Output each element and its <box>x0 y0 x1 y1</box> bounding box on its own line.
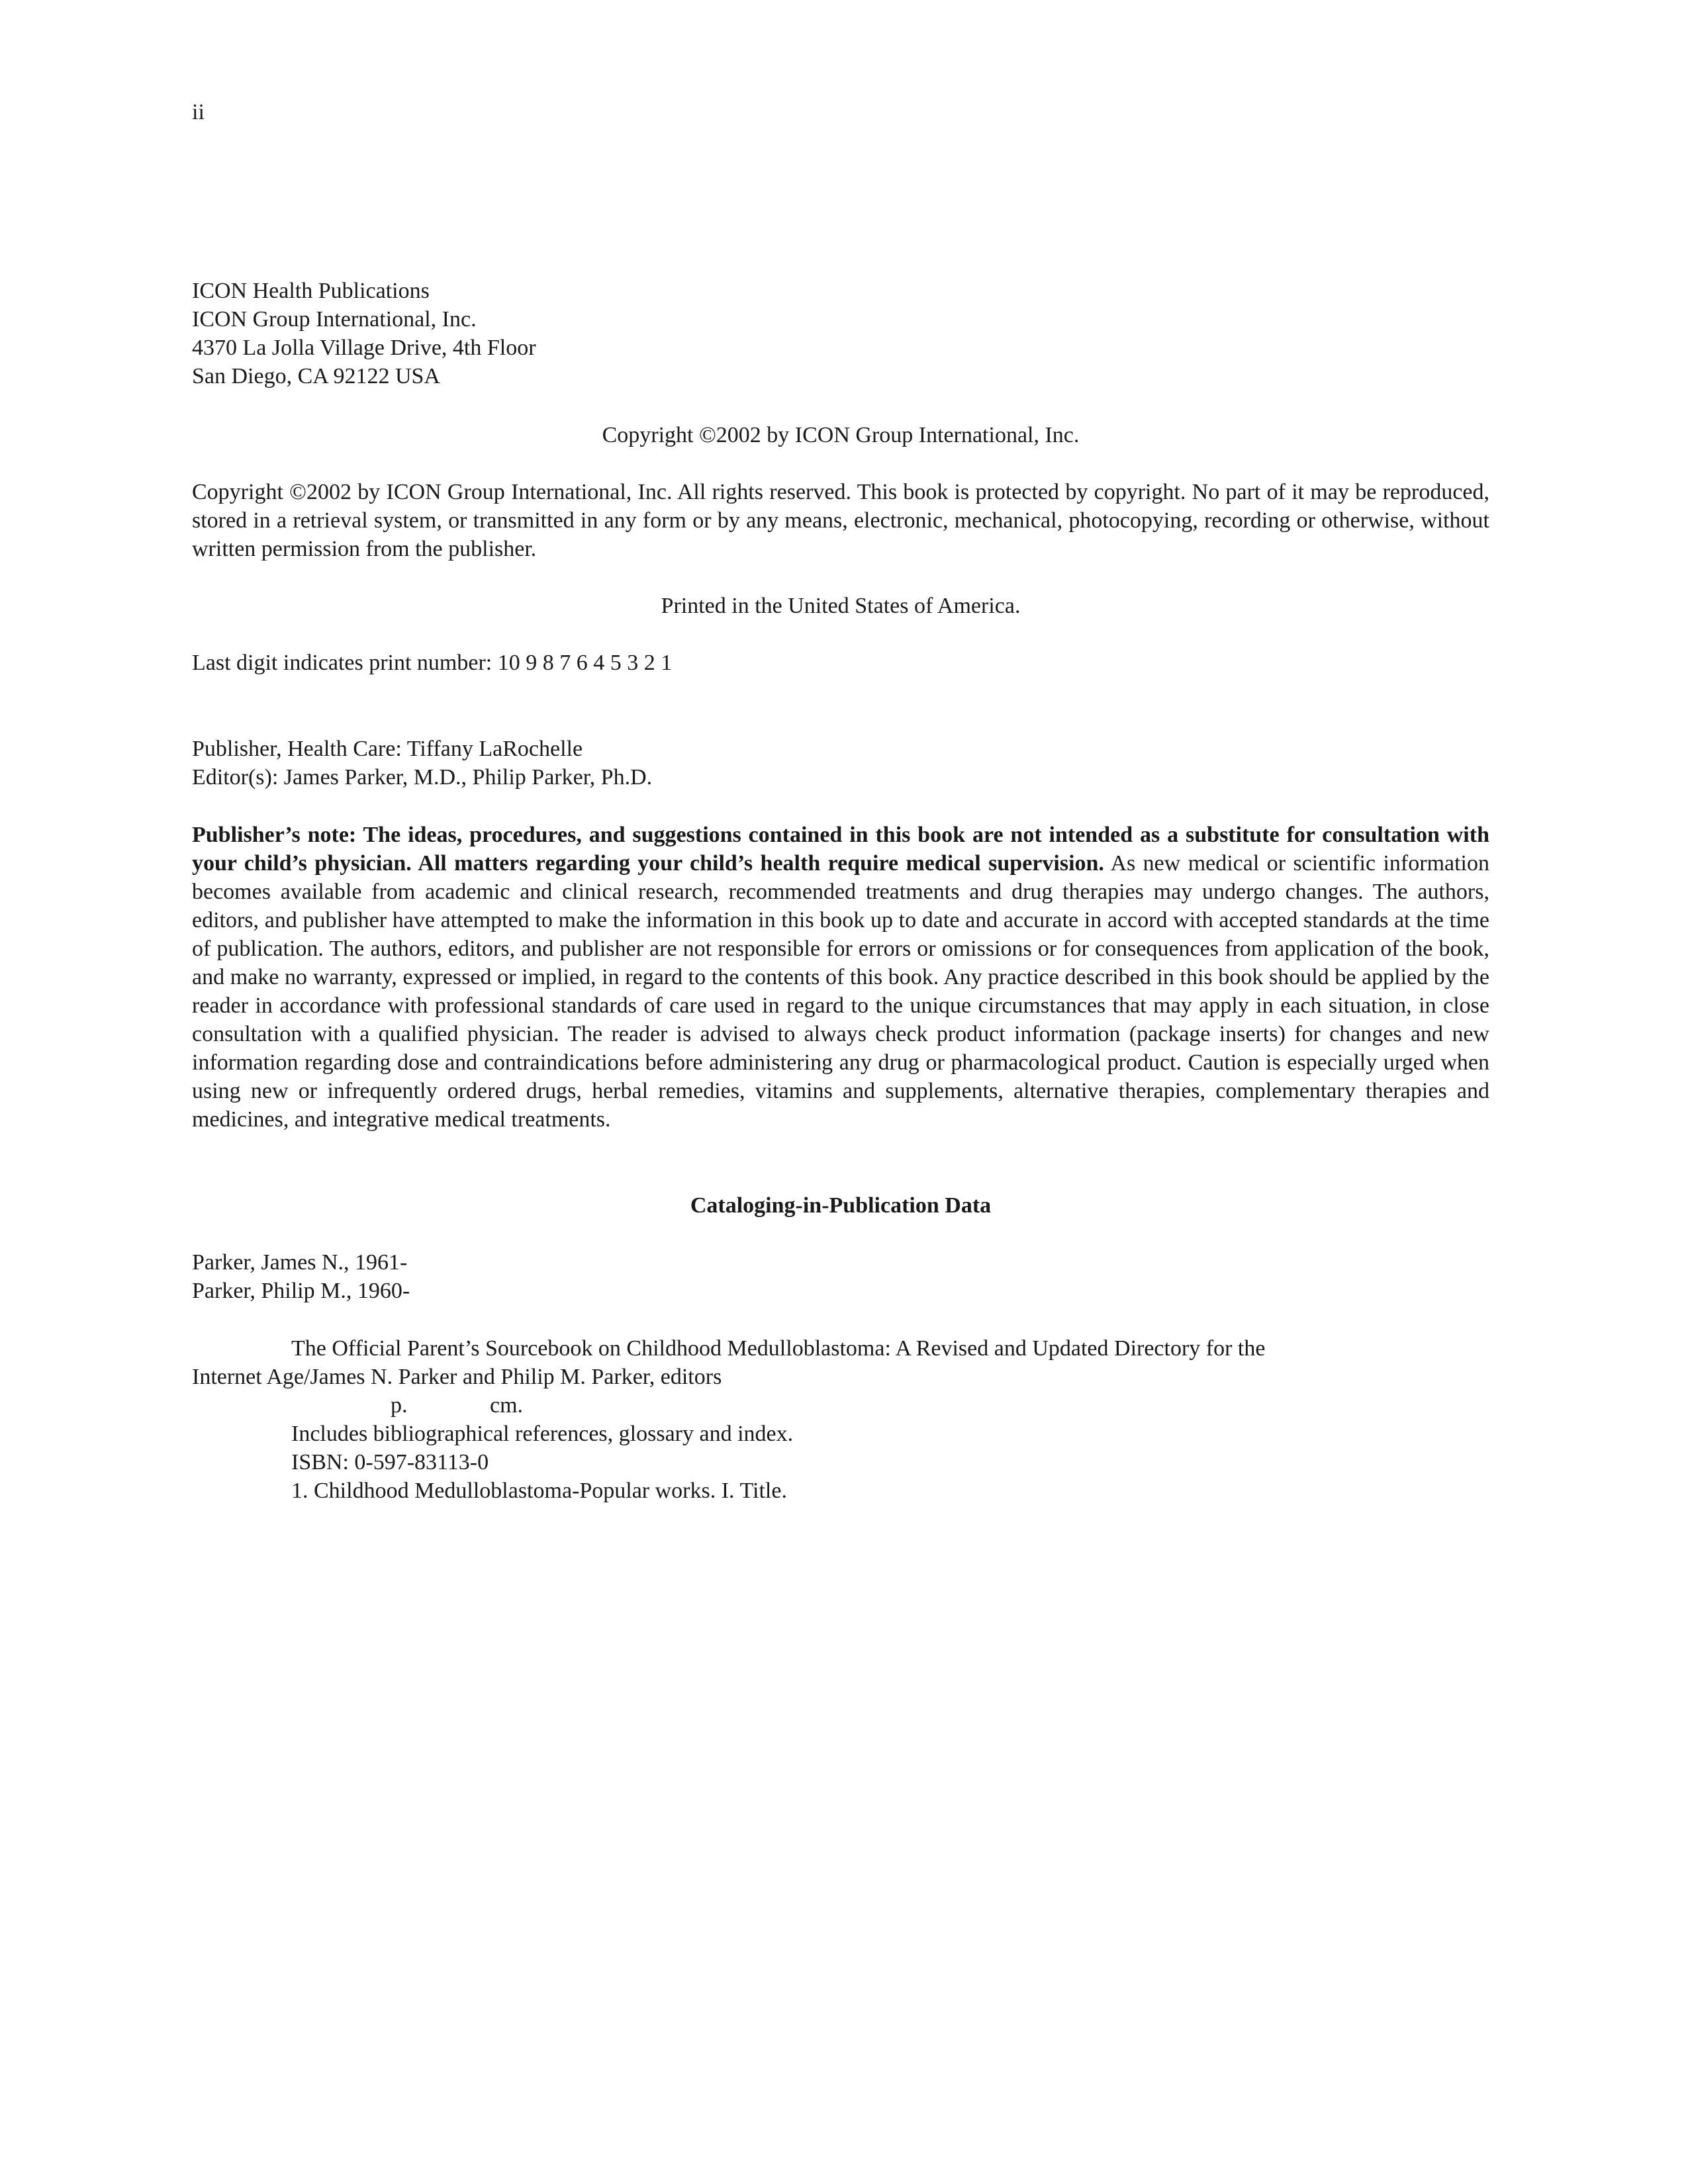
cip-cm-label: cm. <box>490 1393 524 1418</box>
address-line: ICON Group International, Inc. <box>192 307 477 332</box>
cip-heading: Cataloging-in-Publication Data <box>690 1193 992 1218</box>
credits <box>192 735 652 792</box>
cip-subject: 1. Childhood Medulloblastoma-Popular works. I. Title. <box>291 1479 787 1503</box>
cip-authors <box>192 1248 410 1305</box>
cip-p-label: p. <box>391 1393 408 1418</box>
publishers-note <box>192 821 1489 1134</box>
cip-pagination <box>192 1391 1489 1420</box>
publishers-note-body: As new medical or scientific information becomes available from academic and clinical research, recommended treatments and drug therapies may undergo changes. The authors, editors, and publisher have attempted to make the information in this book up to date and accurate in accord with accepted standards at the time of publication. The authors, editors, and publisher are not responsible for errors or omissions or for consequences from application of the book, and make no warranty, expressed or implied, in regard to the contents of this book. Any practice described in this book should be applied by the reader in accordance with professional standards of care used in regard to the unique circumstances that may apply in each situation, in close consultation with a qualified physician. The reader is advised to always check product information (package inserts) for changes and new information regarding dose and contraindications before administering any drug or pharmacological product. Caution is especially urged when using new or infrequently ordered drugs, herbal remedies, vitamins and supplements, alternative therapies, complementary therapies and medicines, and integrative medical treatments. <box>192 851 1489 1132</box>
printed-in-line: Printed in the United States of America. <box>661 594 1021 618</box>
cip-isbn: ISBN: 0-597-83113-0 <box>291 1450 489 1475</box>
page-number: ii <box>192 100 205 124</box>
author-line: Parker, James N., 1961- <box>192 1250 408 1275</box>
cip-title-line: The Official Parent’s Sourcebook on Childhood Medulloblastoma: A Revised and Updated Directory for the <box>291 1336 1266 1361</box>
cip-title-line: Internet Age/James N. Parker and Philip M. Parker, editors <box>192 1365 722 1389</box>
publisher-address <box>192 277 1489 390</box>
publisher-credit: Publisher, Health Care: Tiffany LaRochelle <box>192 737 583 761</box>
address-line: ICON Health Publications <box>192 279 430 303</box>
cip-entry <box>192 1334 1489 1505</box>
editors-credit: Editor(s): James Parker, M.D., Philip Parker, Ph.D. <box>192 765 653 790</box>
address-line: 4370 La Jolla Village Drive, 4th Floor <box>192 336 536 360</box>
copyright-heading: Copyright ©2002 by ICON Group International, Inc. <box>602 423 1080 447</box>
rights-paragraph: Copyright ©2002 by ICON Group International, Inc. All rights reserved. This book is protected by copyright. No part of it may be reproduced, stored in a retrieval system, or transmitted in any form or by any means, electronic, mechanical, photocopying, recording or otherwise, without written permission from the publisher. <box>192 480 1489 561</box>
address-line: San Diego, CA 92122 USA <box>192 364 440 388</box>
publishers-note-bold: Publisher’s note: The ideas, procedures, and suggestions contained in this book are not intended as a substitute for consultation with your child’s physician. All matters regarding your child’s health require medical supervision. <box>192 823 1489 876</box>
cip-includes: Includes bibliographical references, glossary and index. <box>291 1422 794 1446</box>
author-line: Parker, Philip M., 1960- <box>192 1279 410 1303</box>
print-number-line: Last digit indicates print number: 10 9 8 7 6 4 5 3 2 1 <box>192 651 673 675</box>
